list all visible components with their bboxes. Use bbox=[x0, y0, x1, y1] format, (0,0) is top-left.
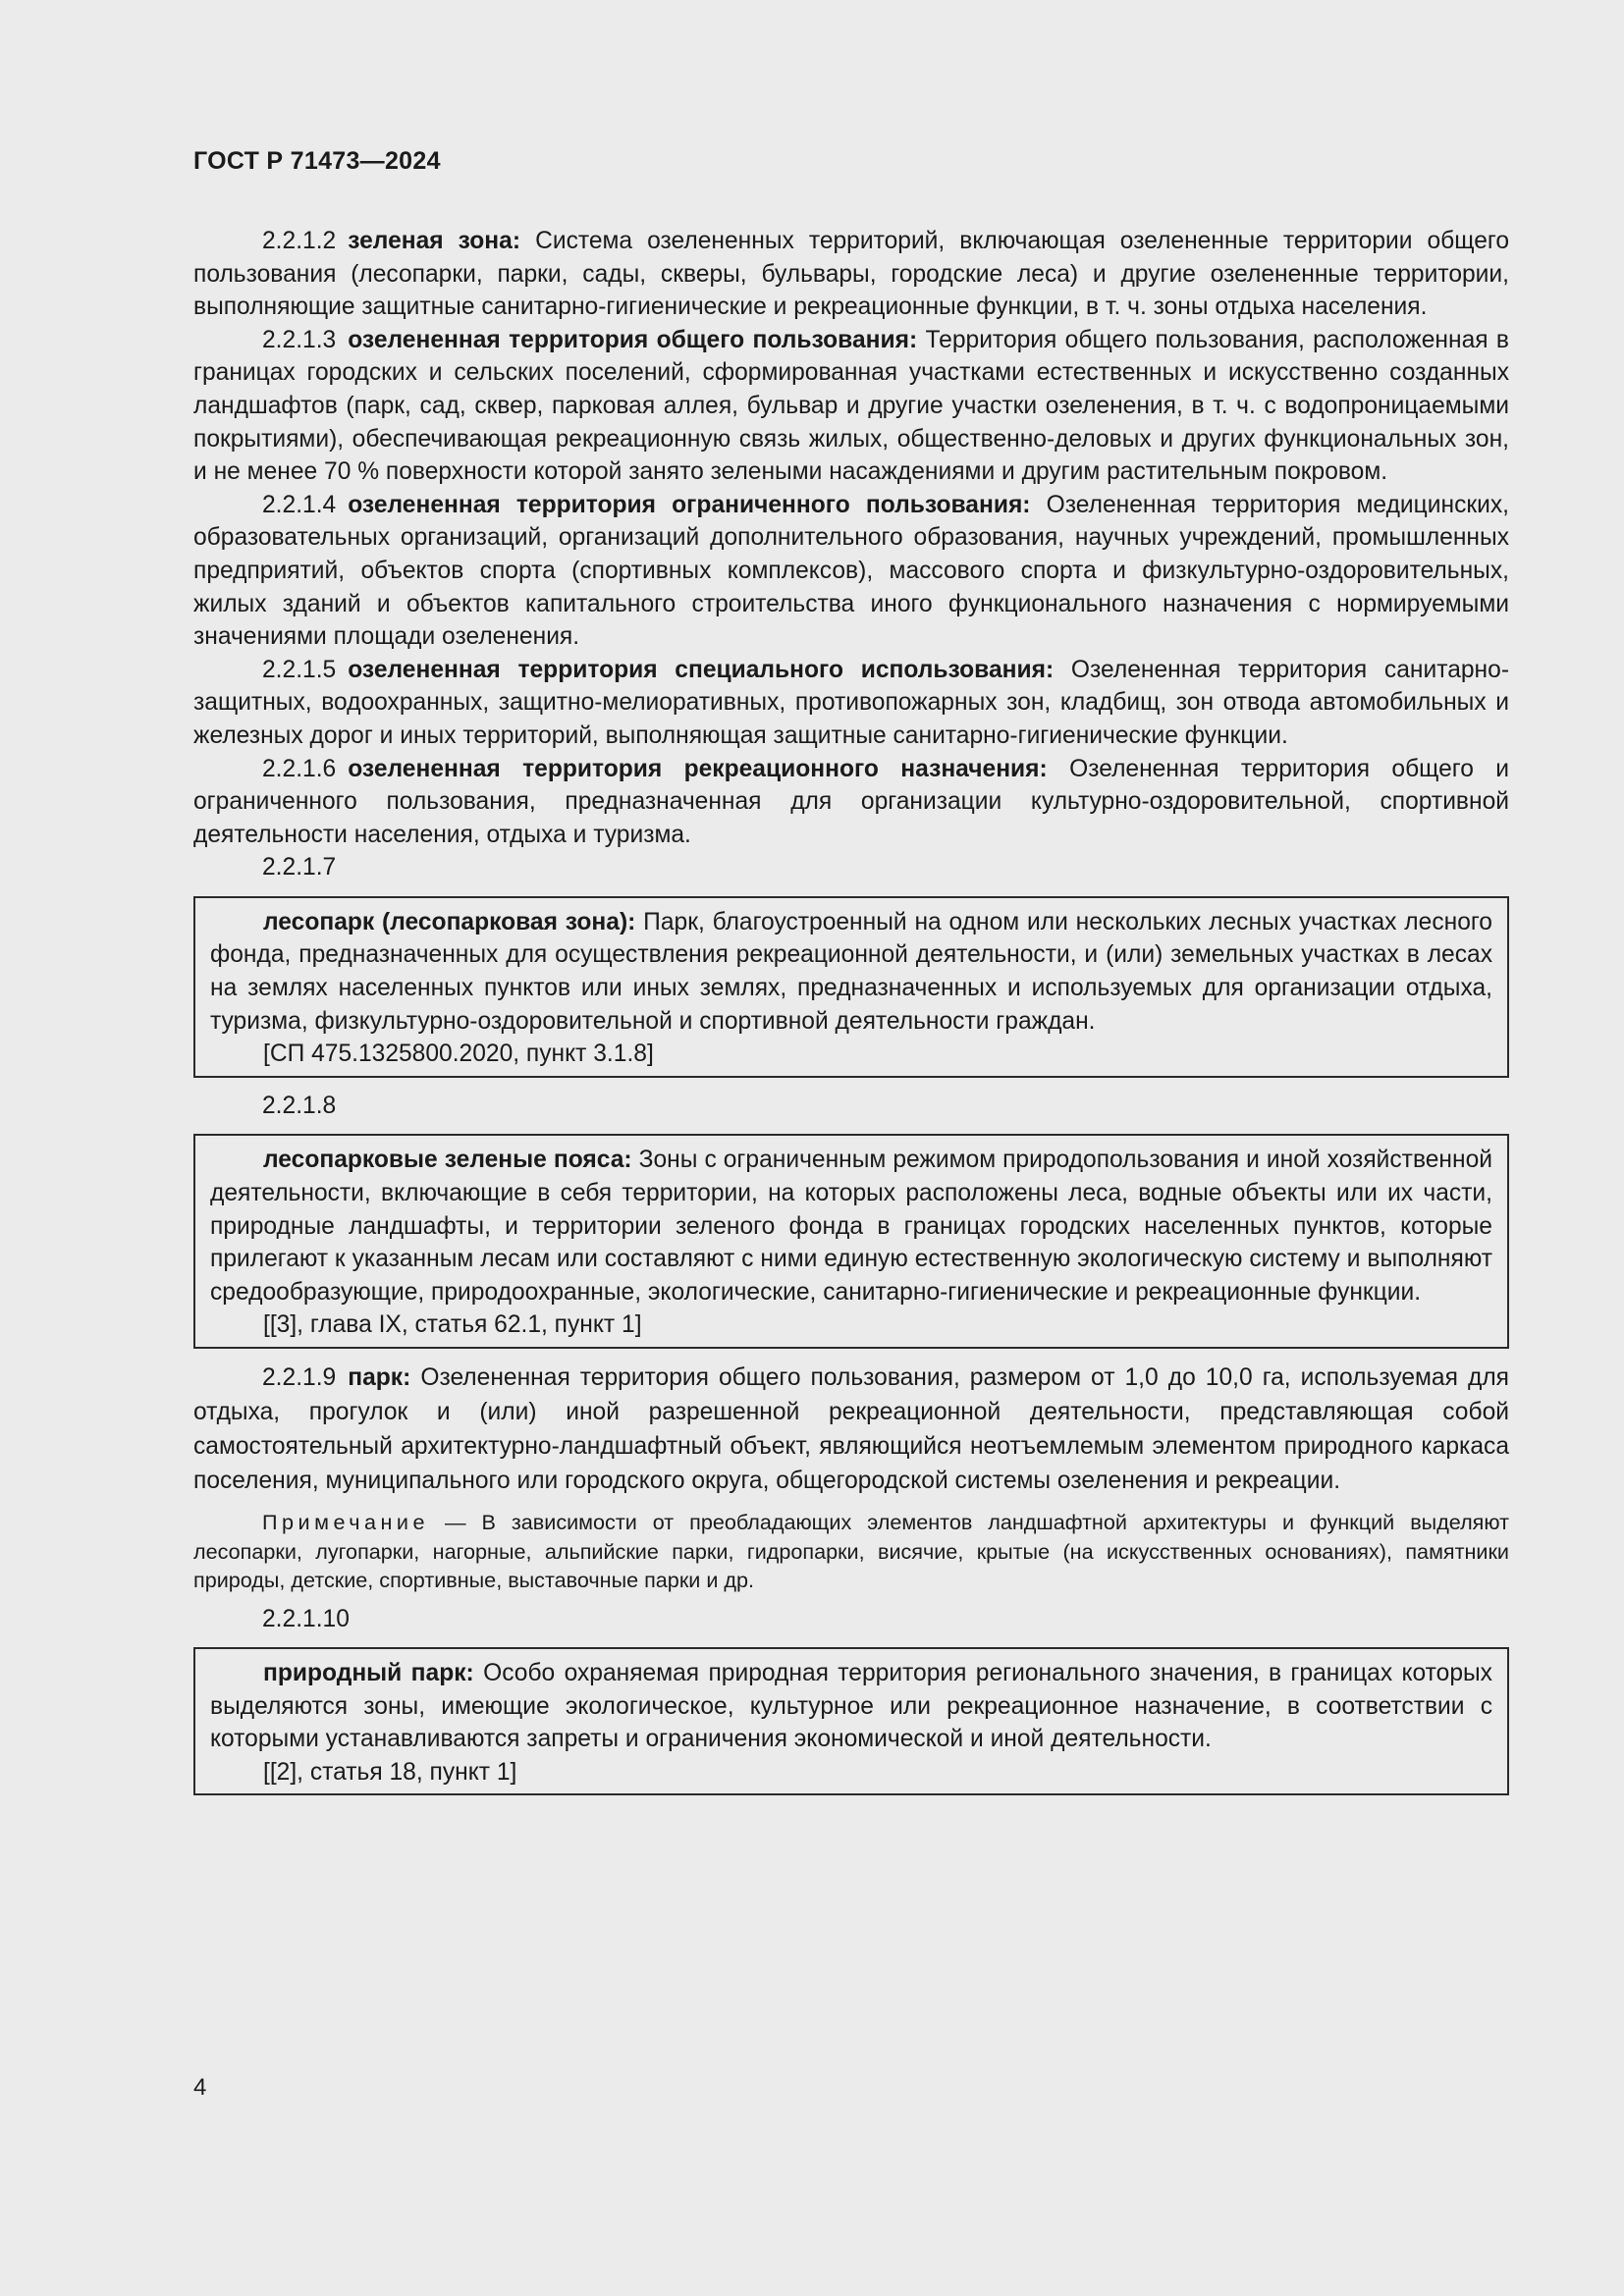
term: озелененная территория рекреационного назначения: bbox=[348, 755, 1048, 782]
boxed-definition-body bbox=[210, 906, 1492, 1038]
definition-2-2-1-5 bbox=[193, 654, 1509, 753]
boxed-definition-body bbox=[210, 1657, 1492, 1756]
definition-2-2-1-2 bbox=[193, 225, 1509, 324]
clause-number: 2.2.1.3 bbox=[262, 326, 337, 353]
boxed-definition-green-belts bbox=[193, 1134, 1509, 1349]
document-body bbox=[193, 225, 1509, 1807]
definition-2-2-1-3 bbox=[193, 324, 1509, 489]
term: озелененная территория ограниченного пользования: bbox=[348, 491, 1031, 518]
clause-number: 2.2.1.4 bbox=[262, 491, 337, 518]
document-header: ГОСТ Р 71473—2024 bbox=[193, 147, 441, 175]
clause-number-2-2-1-7: 2.2.1.7 bbox=[262, 854, 337, 881]
clause-number: 2.2.1.9 bbox=[262, 1364, 337, 1391]
term: лесопарковые зеленые пояса: bbox=[263, 1147, 632, 1174]
definition-text: Система озелененных территорий, включающая озелененные территории общего пользования (лесопарки, парки, сады, скверы, бульвары, городские леса) и другие озелененные территории, выполняющие защитные санитарно-гигиенические и рекреационные функции, в т. ч. зоны отдыха населения. bbox=[193, 228, 1510, 321]
definition-text: Озелененная территория медицинских, образовательных организаций, организаций дополнительного образования, научных учреждений, промышленных предприятий, объектов спорта (спортивных комплексов), массового спорта и физкультурно-оздоровительных, жилых зданий и объектов капитального строительства иного функционального назначения с нормируемыми значениями площади озеленения. bbox=[193, 491, 1509, 651]
definition-text: Зоны с ограниченным режимом природопользования и иной хозяйственной деятельности, включающие в себя территории, на которых расположены леса, водные объекты или их части, природные ландшафты, и территории зеленого фонда в границах городских населенных пунктов, которые прилегают к указанным лесам или составляют с ними единую естественную экологическую систему и выполняют средообразующие, природоохранные, экологические, санитарно-гигиенические и рекреационные функции. bbox=[210, 1147, 1492, 1306]
definition-2-2-1-6 bbox=[193, 753, 1509, 852]
definition-text: Озелененная территория общего и ограниченного пользования, предназначенная для организации культурно-оздоровительной, спортивной деятельности населения, отдыха и туризма. bbox=[193, 755, 1509, 848]
definition-text: Территория общего пользования, расположенная в границах городских и сельских поселений, сформированная участками естественных и искусственно созданных ландшафтов (парк, сад, сквер, парковая аллея, бульвар и другие участки озеленения, в т. ч. с водопроницаемыми покрытиями), обеспечивающая рекреационную связь жилых, общественно-деловых и других функциональных зон, и не менее 70 % поверхности которой занято зелеными насаждениями и другим растительным покровом. bbox=[193, 326, 1509, 486]
definition-2-2-1-9 bbox=[193, 1361, 1509, 1498]
term: озелененная территория специального использования: bbox=[348, 656, 1055, 683]
definition-text: Озелененная территория санитарно-защитных, водоохранных, защитно-мелиоративных, противопожарных зон, кладбищ, зон отвода автомобильных и железных дорог и иных территорий, выполняющая защитные санитарно-гигиенические функции. bbox=[193, 656, 1510, 749]
definition-text: Особо охраняемая природная территория регионального значения, в границах которых выделяются зоны, имеющие экологическое, культурное или рекреационное назначение, в соответствии с которыми устанавливаются запреты и ограничения экономической и иной деятельности. bbox=[210, 1660, 1492, 1753]
clause-number: 2.2.1.6 bbox=[262, 755, 337, 782]
clause-number-2-2-1-10: 2.2.1.10 bbox=[262, 1605, 350, 1632]
clause-number-2-2-1-8: 2.2.1.8 bbox=[262, 1092, 337, 1119]
boxed-definition-lesopark bbox=[193, 896, 1509, 1078]
boxed-definition-natural-park bbox=[193, 1647, 1509, 1795]
clause-number: 2.2.1.2 bbox=[262, 228, 337, 254]
note bbox=[193, 1508, 1509, 1595]
note-label: Примечание bbox=[262, 1510, 429, 1534]
note-text: — В зависимости от преобладающих элементов ландшафтной архитектуры и функций выделяют лесопарки, лугопарки, нагорные, альпийские парки, гидропарки, висячие, крытые (на искусственных основаниях), памятники природы, детские, спортивные, выставочные парки и др. bbox=[193, 1510, 1509, 1592]
clause-number: 2.2.1.5 bbox=[262, 656, 337, 683]
boxed-definition-body bbox=[210, 1144, 1492, 1308]
definition-text: Озелененная территория общего пользования, размером от 1,0 до 10,0 га, используемая для отдыха, прогулок и (или) иной разрешенной рекреационной деятельности, представляющая собой самостоятельный архитектурно-ландшафтный объект, являющийся неотъемлемым элементом природного каркаса поселения, муниципального или городского округа, общегородской системы озеленения и рекреации. bbox=[193, 1364, 1509, 1494]
definition-2-2-1-4 bbox=[193, 489, 1509, 654]
definition-text: Парк, благоустроенный на одном или нескольких лесных участках лесного фонда, предназначенных для осуществления рекреационной деятельности, и (или) земельных участках в лесах на землях населенных пунктов или иных землях, предназначенных и используемых для организации отдыха, туризма, физкультурно-оздоровительной и спортивной деятельности граждан. bbox=[210, 908, 1492, 1035]
source-reference: [СП 475.1325800.2020, пункт 3.1.8] bbox=[263, 1041, 654, 1068]
term: парк: bbox=[348, 1364, 411, 1391]
term: лесопарк (лесопарковая зона): bbox=[263, 908, 636, 935]
term: природный парк: bbox=[263, 1660, 474, 1687]
source-reference: [[2], статья 18, пункт 1] bbox=[263, 1758, 517, 1786]
page-number: 4 bbox=[193, 2074, 207, 2101]
source-reference: [[3], глава IX, статья 62.1, пункт 1] bbox=[263, 1311, 642, 1339]
term: зеленая зона: bbox=[348, 228, 521, 254]
term: озелененная территория общего пользования: bbox=[348, 326, 918, 353]
